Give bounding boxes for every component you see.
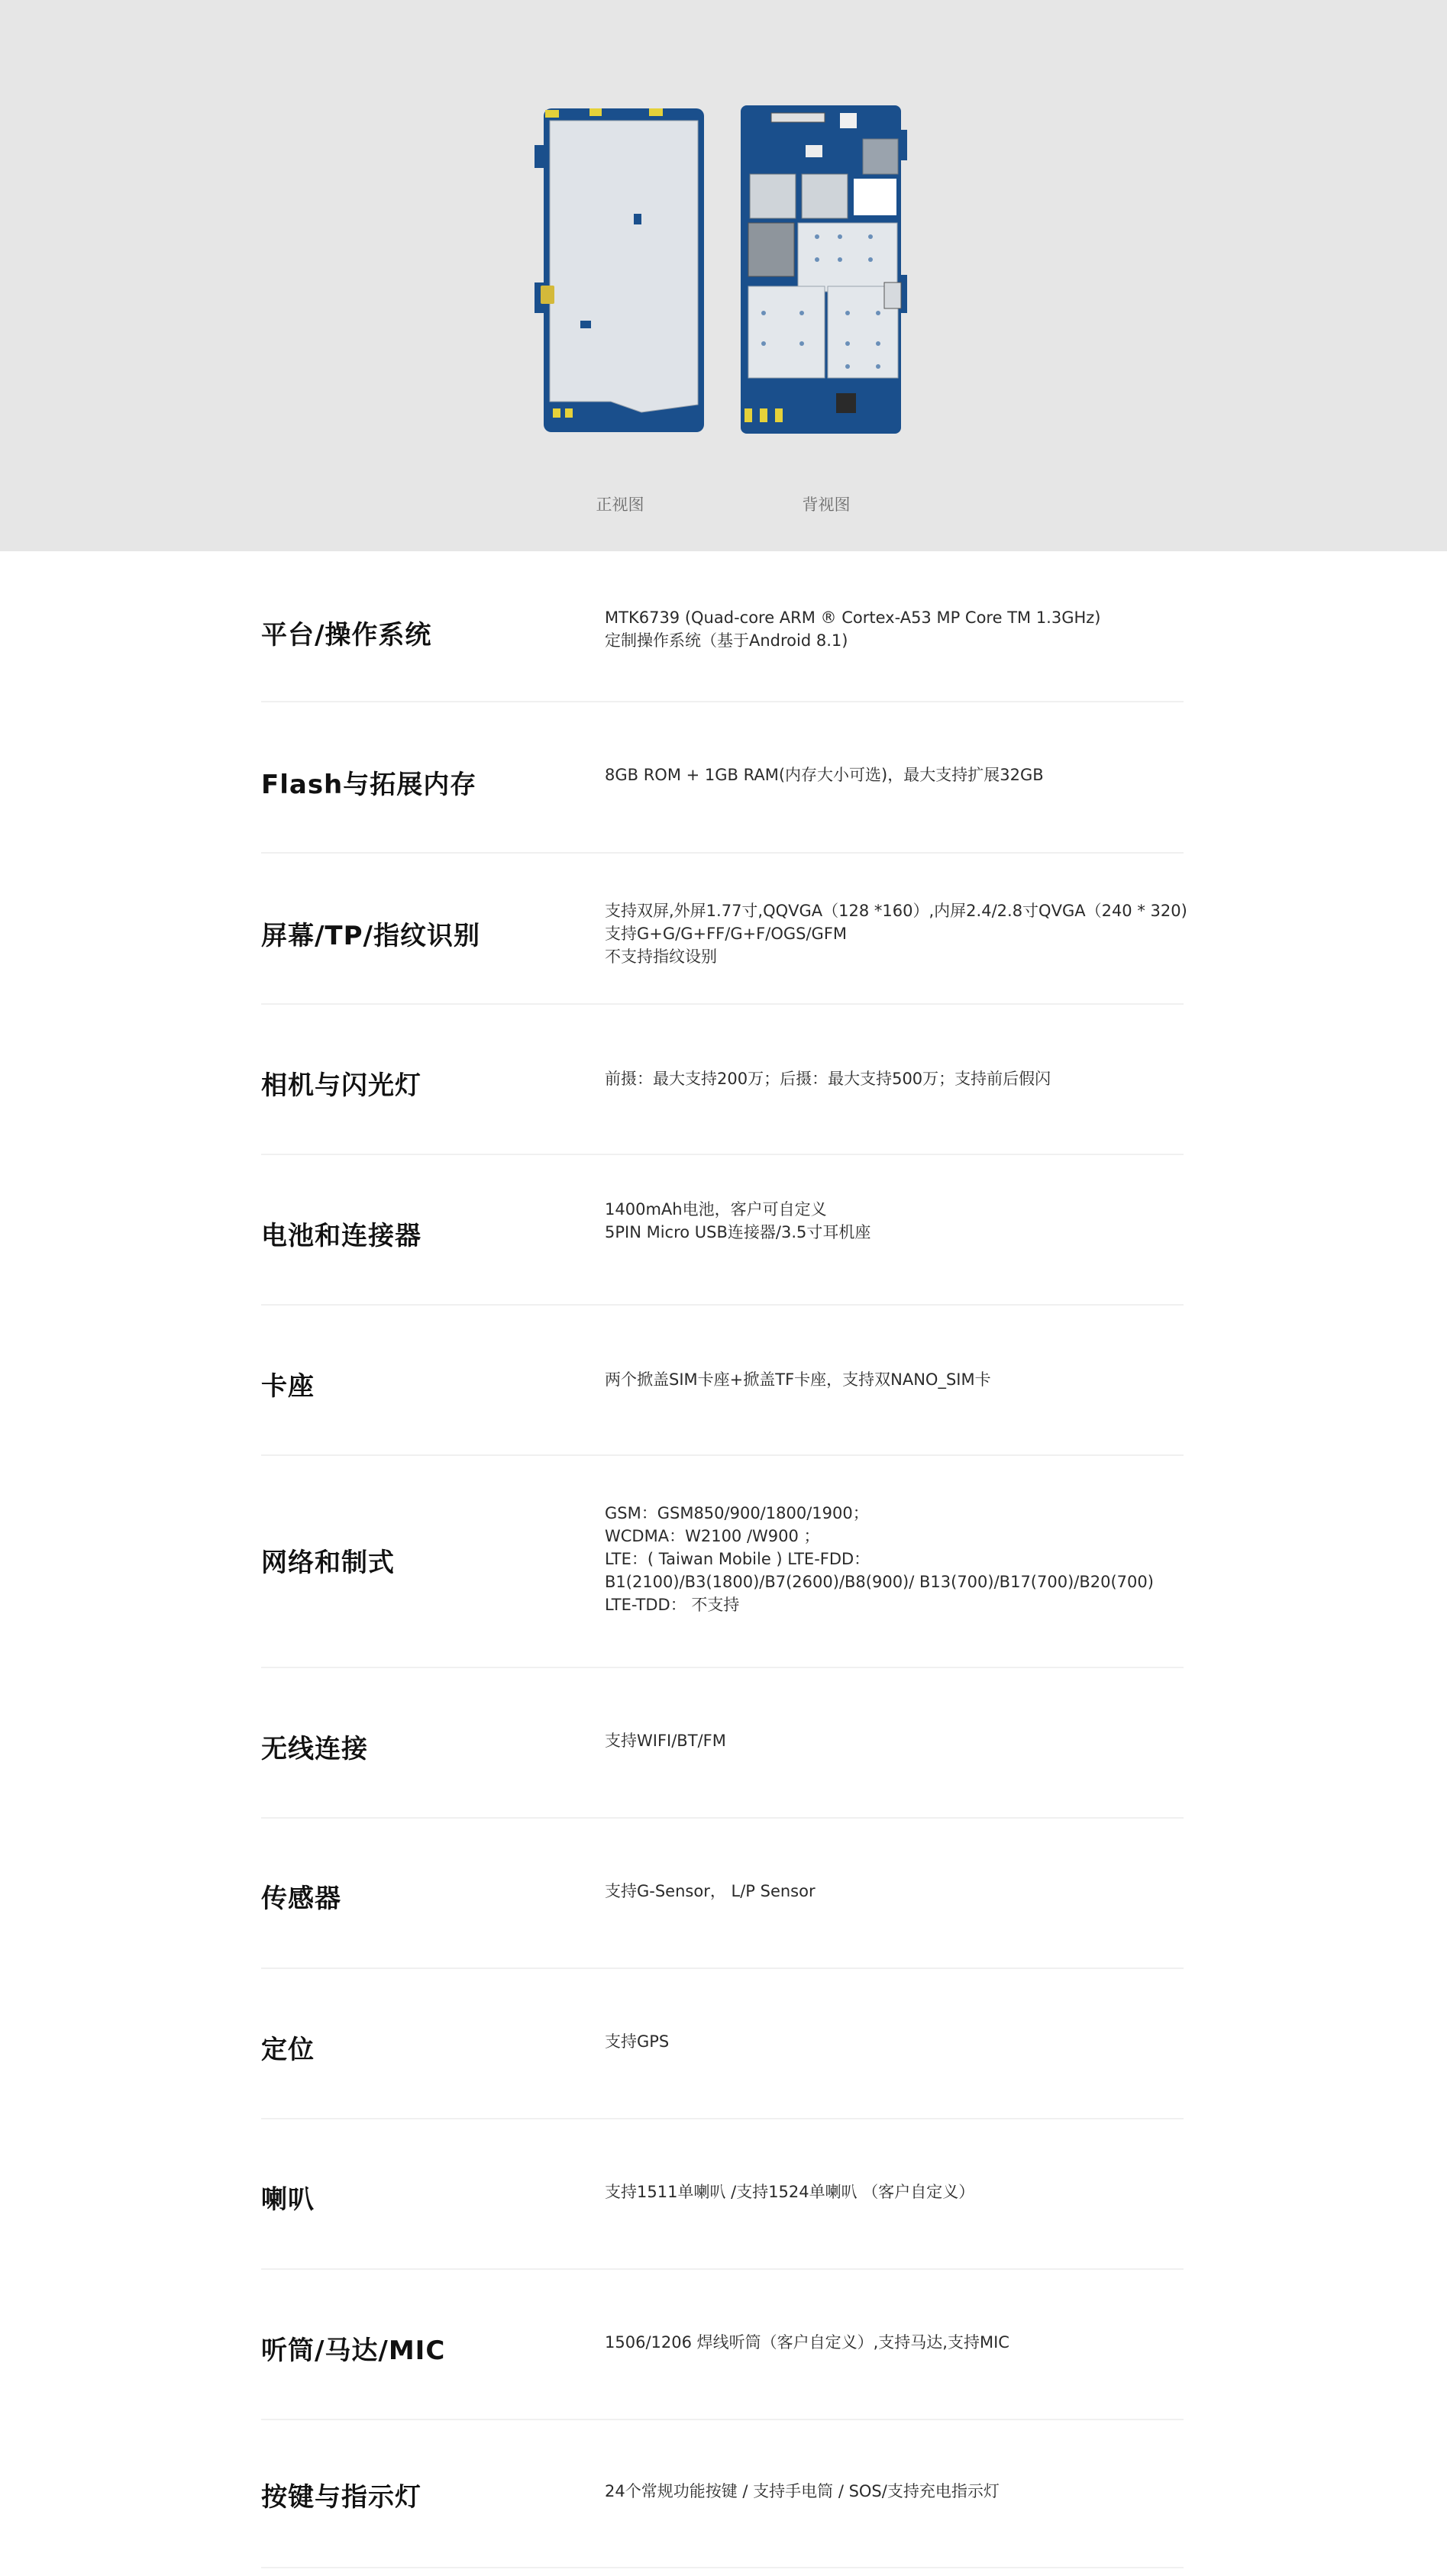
spec-row [261, 702, 1184, 854]
spec-label: 按键与指示灯 [261, 2482, 422, 2513]
spec-label: 听筒/马达/MIC [261, 2336, 446, 2366]
pcb-board-illustration [535, 99, 916, 443]
spec-label: 喇叭 [261, 2184, 315, 2215]
spec-value-line: GSM：GSM850/900/1800/1900； [605, 1504, 869, 1522]
spec-values [605, 763, 1193, 786]
hero-section [0, 0, 1447, 551]
spec-values [605, 1368, 1193, 1391]
spec-row [261, 2119, 1184, 2270]
spec-value-line: 5PIN Micro USB连接器/3.5寸耳机座 [605, 1223, 871, 1241]
spec-values [605, 2030, 1193, 2053]
spec-row [261, 2270, 1184, 2420]
spec-values [605, 2331, 1193, 2354]
spec-value-line: 定制操作系统（基于Android 8.1) [605, 631, 848, 650]
spec-label: 屏幕/TP/指纹识别 [261, 921, 480, 951]
spec-row [261, 854, 1187, 1005]
spec-value-line: 24个常规功能按键 / 支持手电筒 / SOS/支持充电指示灯 [605, 2482, 1000, 2500]
spec-value-line: 支持1511单喇叭 /支持1524单喇叭 （客户自定义） [605, 2183, 975, 2201]
spec-value-line: 支持G+G/G+FF/G+F/OGS/GFM [605, 925, 848, 943]
spec-label: 相机与闪光灯 [261, 1070, 422, 1101]
spec-label: 传感器 [261, 1884, 341, 1914]
spec-row [261, 2420, 1184, 2568]
spec-value-line: B1(2100)/B3(1800)/B7(2600)/B8(900)/ B13(700)/B17(700)/B20(700) [605, 1573, 1154, 1591]
spec-value-line: 支持G-Sensor， L/P Sensor [605, 1882, 816, 1900]
spec-value-line: 前摄：最大支持200万；后摄：最大支持500万；支持前后假闪 [605, 1070, 1051, 1088]
spec-value-line: MTK6739 (Quad-core ARM ® Cortex-A53 MP Core TM 1.3GHz) [605, 608, 1101, 627]
spec-values [605, 2480, 1193, 2503]
spec-value-line: LTE-TDD： 不支持 [605, 1596, 740, 1614]
spec-label: 卡座 [261, 1371, 315, 1402]
spec-value-line: 1506/1206 焊线听筒（客户自定义）,支持马达,支持MIC [605, 2333, 1009, 2352]
spec-value-line: 支持WIFI/BT/FM [605, 1732, 726, 1750]
spec-value-line: 支持双屏,外屏1.77寸,QQVGA（128 *160）,内屏2.4/2.8寸QVGA（240 * 320) [605, 902, 1187, 920]
spec-row [261, 1456, 1184, 1668]
spec-label: 电池和连接器 [261, 1221, 422, 1251]
spec-row [261, 1306, 1184, 1456]
spec-values [605, 1880, 1193, 1903]
spec-label: 定位 [261, 2035, 315, 2065]
spec-row [261, 1969, 1184, 2119]
back-view-caption: 背视图 [802, 496, 851, 514]
spec-row [261, 1155, 1184, 1306]
spec-values [605, 1502, 1193, 1616]
spec-value-line: LTE：( Taiwan Mobile ) LTE-FDD： [605, 1550, 870, 1568]
spec-values [605, 2181, 1193, 2203]
spec-value-line: 两个掀盖SIM卡座+掀盖TF卡座，支持双NANO_SIM卡 [605, 1370, 991, 1389]
spec-value-line: 不支持指纹设别 [605, 947, 717, 966]
pcb-front-view [535, 108, 704, 432]
spec-label: 网络和制式 [261, 1548, 395, 1578]
spec-row [261, 1668, 1184, 1819]
spec-row [261, 551, 1184, 702]
spec-value-line: 1400mAh电池，客户可自定义 [605, 1200, 827, 1219]
spec-row [261, 1819, 1184, 1969]
spec-values [605, 606, 1193, 652]
spec-row [261, 1005, 1184, 1155]
spec-values [605, 899, 1193, 968]
spec-label: 平台/操作系统 [261, 620, 432, 650]
front-view-caption: 正视图 [596, 496, 644, 514]
spec-table [261, 551, 1187, 2568]
spec-value-line: WCDMA：W2100 /W900 ； [605, 1527, 820, 1545]
spec-value-line: 8GB ROM + 1GB RAM(内存大小可选)，最大支持扩展32GB [605, 766, 1044, 784]
spec-values [605, 1729, 1193, 1752]
spec-value-line: 支持GPS [605, 2032, 670, 2051]
pcb-back-view [741, 105, 907, 434]
spec-label: Flash与拓展内存 [261, 770, 477, 800]
spec-label: 无线连接 [261, 1734, 368, 1764]
spec-values [605, 1198, 1193, 1244]
spec-values [605, 1067, 1193, 1090]
